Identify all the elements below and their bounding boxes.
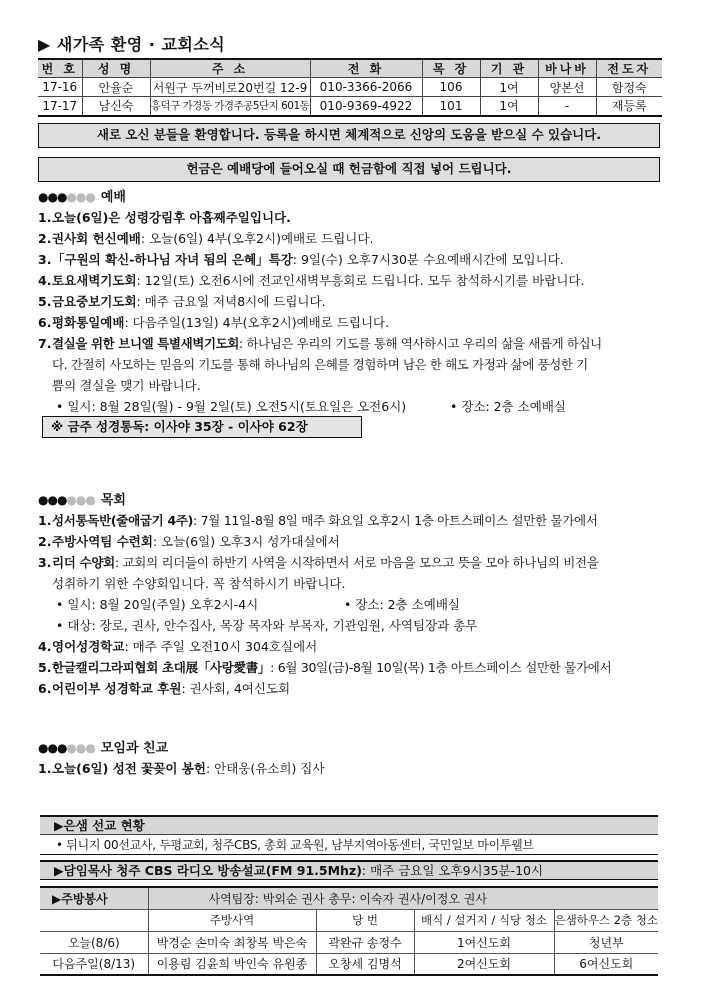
col-kitchen: 주방사역: [148, 909, 316, 931]
cell: 6여신도회: [554, 953, 658, 975]
broadcast-bar: ▶담임목사 청주 CBS 라디오 방송설교(FM 91.5Mhz): 매주 금요일 오후9시35분-10시: [40, 860, 658, 880]
col-number: 번 호: [38, 59, 82, 78]
cell: 청년부: [554, 931, 658, 953]
cell: 박경순 손미숙 최창복 박은숙: [148, 931, 316, 953]
list-item: 3. 「구원의 확신-하나님 자녀 됨의 은혜」특강: 9일(수) 오후7시30분 수요예배시간에 모입니다.: [38, 252, 564, 267]
cell: 오창세 김명석: [316, 953, 414, 975]
page-title: ▶ 새가족 환영 · 교회소식: [38, 35, 226, 54]
table-header-row: [38, 59, 662, 78]
table-row: [40, 953, 658, 975]
cell: 서원구 두꺼비로20번길 12-9: [150, 78, 310, 97]
list-item: 2. 주방사역팀 수련회: 오늘(6일) 오후3시 성가대실에서: [38, 534, 340, 549]
dots-icon: ●●●●●●: [38, 493, 95, 507]
cell: 오늘(8/6): [40, 931, 148, 953]
cell: 1여: [480, 78, 538, 97]
col-house: 은샘하우스 2층 청소: [554, 909, 658, 931]
col-phone: 전 화: [310, 59, 422, 78]
cell: 안율순: [82, 78, 150, 97]
offering-notice: 헌금은 예배당에 들어오실 때 헌금함에 직접 넣어 드립니다.: [38, 157, 660, 182]
col-barnabas: 바나바: [538, 59, 596, 78]
item7-date: • 일시: 8월 28일(월) - 9월 2일(토) 오전5시(토요일은 오전6시): [56, 399, 407, 414]
table-header-row: [40, 909, 658, 931]
col-duty: 당 번: [316, 909, 414, 931]
col-serving: 배식 / 설거지 / 식당 청소: [414, 909, 554, 931]
item3-details: [38, 594, 666, 615]
col-blank: [40, 909, 148, 931]
col-evangelist: 전도자: [596, 59, 662, 78]
cell: 함정숙: [596, 78, 662, 97]
col-name: 성 명: [82, 59, 150, 78]
item3-date: • 일시: 8월 20일(주일) 오후2시-4시: [56, 597, 259, 612]
cell: 곽완규 송정수: [316, 931, 414, 953]
cell: 010-9369-4922: [310, 97, 422, 116]
item3-target: • 대상: 장로, 권사, 안수집사, 목장 목자와 부목자, 기관임원, 사역팀장과 총무: [56, 618, 478, 633]
kitchen-service-table: [40, 886, 658, 976]
list-item: 5. 한글캘리그라피협회 초대展「사랑愛書」: 6월 30일(금)-8월 10일(목) 1층 아트스페이스 설만한 물가에서: [38, 660, 612, 675]
list-item: 4. 토요새벽기도회: 12일(토) 오전6시에 전교인새벽부흥회로 드립니다. 모두 참석하시기를 바랍니다.: [38, 273, 585, 288]
dots-icon: ●●●●●●: [38, 190, 95, 204]
table-row: [38, 97, 662, 116]
cell: 남신숙: [82, 97, 150, 116]
col-cell: 목 장: [422, 59, 480, 78]
cell: -: [538, 97, 596, 116]
mission-line: • 뒤니지 00선교사, 두평교회, 청주CBS, 총회 교육원, 남부지역아동센터, 국민일보 마이투웰브: [40, 835, 658, 855]
list-item: 5. 금요중보기도회: 매주 금요일 저녁8시에 드립니다.: [38, 294, 326, 309]
table-row: [38, 78, 662, 97]
list-item: 1. 오늘(6일) 성전 꽃꽂이 봉헌: 안태웅(유소희) 집사: [38, 761, 325, 776]
cell: 1여: [480, 97, 538, 116]
table-header-row: [40, 887, 658, 909]
cell: 101: [422, 97, 480, 116]
cell: 다음주일(8/13): [40, 953, 148, 975]
cell: 이용림 김윤희 박인숙 유원종: [148, 953, 316, 975]
list-item: 3. 리더 수양회: 교회의 리더들이 하반기 사역을 시작하면서 서로 마음을 모으고 뜻을 모아 하나님의 비전을: [38, 555, 599, 570]
cell: 흥덕구 가경동 가경주공5단지 601동: [150, 97, 310, 116]
cell: 1여신도회: [414, 931, 554, 953]
list-item: 4. 영어성경학교: 매주 주일 오전10시 304호실에서: [38, 639, 318, 654]
table-row: [40, 931, 658, 953]
fellowship-heading: ●●●●●● 모임과 친교: [38, 741, 169, 756]
kitchen-leaders: 사역팀장: 박외순 권사 총무: 이숙자 권사/이정오 권사: [148, 887, 658, 909]
list-item: 1. 오늘(6일)은 성령강림후 아홉째주일입니다.: [38, 210, 291, 225]
cell: 17-17: [38, 97, 82, 116]
mission-box: [40, 815, 658, 855]
list-item: 6. 어린이부 성경학교 후원: 권사회, 4여신도회: [38, 681, 291, 696]
cell: 양본선: [538, 78, 596, 97]
list-item: 6. 평화통일예배: 다음주일(13일) 4부(오후2시)예배로 드립니다.: [38, 315, 390, 330]
kitchen-label: ▶주방봉사: [40, 887, 148, 909]
bible-reading-box: ※ 금주 성경통독: 이사야 35장 - 이사야 62장: [42, 416, 362, 438]
worship-list: [38, 207, 666, 417]
fellowship-list: [38, 758, 666, 779]
item3-continuation: 성취하기 위한 수양회입니다. 꼭 참석하시기 바랍니다.: [52, 576, 346, 591]
item7-continuation: 다. 간절히 사모하는 믿음의 기도를 통해 하나님의 은혜를 경험하며 남은 한 해도 가정과 삶에 풍성한 기: [52, 357, 588, 372]
item7-continuation: 쁨의 결실을 맺기 바랍니다.: [52, 378, 201, 393]
item7-details: [38, 396, 666, 417]
welcome-notice: 새로 오신 분들을 환영합니다. 등록을 하시면 체계적으로 신앙의 도움을 받으실 수 있습니다.: [38, 123, 660, 148]
new-family-table: [38, 58, 662, 117]
col-group: 기 관: [480, 59, 538, 78]
cell: 17-16: [38, 78, 82, 97]
ministry-heading: ●●●●●● 목회: [38, 493, 126, 508]
mission-title: ▶은샘 선교 현황: [40, 815, 658, 835]
cell: 2여신도회: [414, 953, 554, 975]
col-address: 주 소: [150, 59, 310, 78]
ministry-list: [38, 510, 666, 699]
cell: 재등록: [596, 97, 662, 116]
dots-icon: ●●●●●●: [38, 741, 95, 755]
item7-place: • 장소: 2층 소예배실: [450, 399, 566, 414]
worship-heading: ●●●●●● 예배: [38, 190, 126, 205]
cell: 106: [422, 78, 480, 97]
list-item: 1. 성서통독반(줄애굽기 4주): 7월 11일-8월 8일 매주 화요일 오후2시 1층 아트스페이스 설만한 물가에서: [38, 513, 598, 528]
cell: 010-3366-2066: [310, 78, 422, 97]
item3-place: • 장소: 2층 소예배실: [344, 597, 460, 612]
list-item: 7. 결실을 위한 브니엘 특별새벽기도회: 하나님은 우리의 기도를 통해 역사하시고 우리의 삶을 새롭게 하십니: [38, 336, 602, 351]
broadcast-box: [40, 860, 658, 880]
list-item: 2. 권사회 헌신예배: 오늘(6일) 4부(오후2시)예배로 드립니다.: [38, 231, 374, 246]
